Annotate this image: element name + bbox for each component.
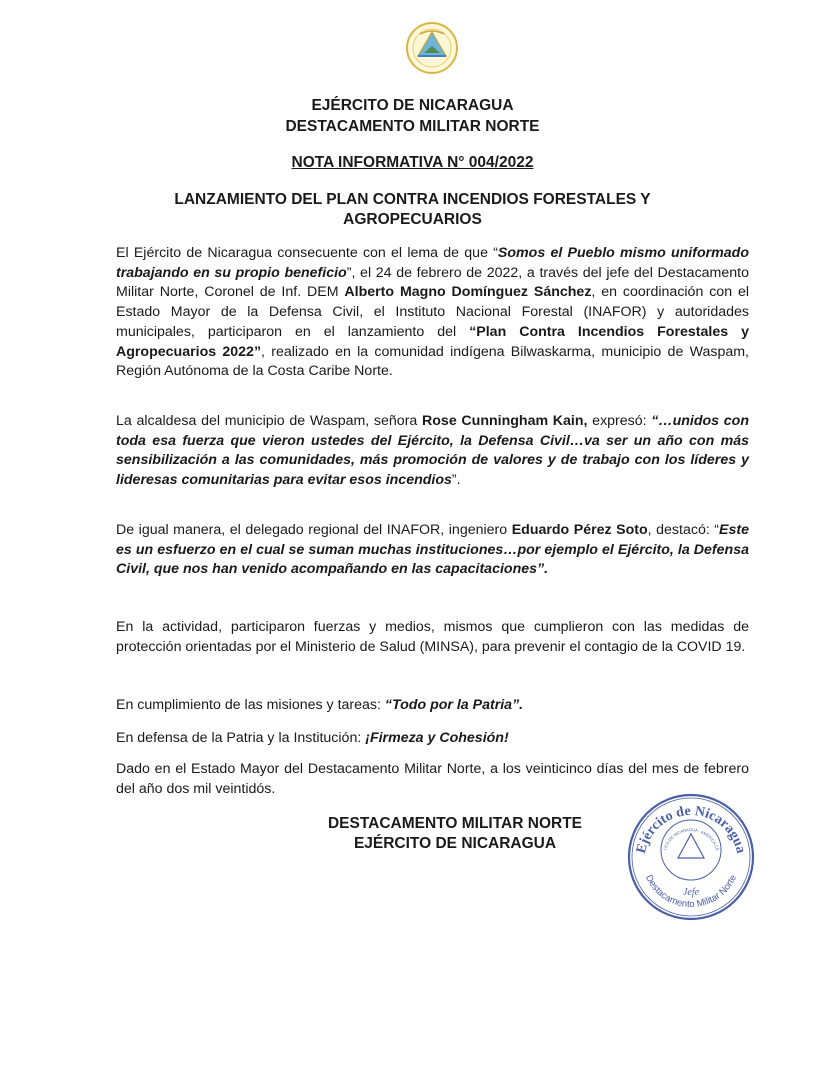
stamp-inner-text: LICA DE NICARAGUA · AMÉRICA CE: [662, 827, 721, 852]
nota-informativa-number: NOTA INFORMATIVA N° 004/2022: [291, 154, 534, 171]
stamp-top-text: Ejército de Nicaragua: [633, 803, 749, 856]
official-stamp: [626, 792, 756, 922]
paragraph-4: En la actividad, participaron fuerzas y medios, mismos que cumplieron con las medidas de protección orientadas por el Ministerio de Salud (MINSA), para prevenir el contagio de la COVID 19.: [116, 619, 749, 655]
paragraph-3: De igual manera, el delegado regional del INAFOR, ingeniero Eduardo Pérez Soto, destacó: “Este es un esfuerzo en el cual se suman muchas instituciones…por ejemplo el Ejército, la Defensa Civil, que nos han venido acompañando en las capacitaciones”.: [116, 522, 749, 578]
paragraph-6: En defensa de la Patria y la Institución: ¡Firmeza y Cohesión!: [116, 730, 509, 746]
paragraph-1: El Ejército de Nicaragua consecuente con el lema de que “Somos el Pueblo mismo uniformado trabajando en su propio beneficio”, el 24 de febrero de 2022, a través del jefe del Destacamento Militar Norte, Coronel de Inf. DEM Alberto Magno Domínguez Sánchez, en coordinación con el Estado Mayor de la Defensa Civil, el Instituto Nacional Forestal (INAFOR) y autoridades municipales, participaron en el lanzamiento del “Plan Contra Incendios Forestales y Agropecuarios 2022”, realizado en la comunidad indígena Bilwaskarma, municipio de Waspam, Región Autónoma de la Costa Caribe Norte.: [116, 245, 750, 380]
paragraph-7: Dado en el Estado Mayor del Destacamento Militar Norte, a los veinticinco días del mes de febrero del año dos mil veintidós.: [116, 761, 749, 797]
paragraph-5: En cumplimiento de las misiones y tareas: “Todo por la Patria”.: [116, 697, 524, 713]
signature-detachment: DESTACAMENTO MILITAR NORTE: [327, 815, 583, 832]
header-army: EJÉRCITO DE NICARAGUA: [311, 97, 514, 114]
stamp-center-text: Jefe: [682, 887, 700, 898]
paragraph-2: La alcaldesa del municipio de Waspam, señora Rose Cunningham Kain, expresó: “…unidos con toda esa fuerza que vieron ustedes del Ejército, la Defensa Civil…va ser un año con más sensibilización a las comunidades, más promoción de valores y de trabajo con los líderes y lideresas comunitarias para evitar esos incendios”.: [116, 413, 749, 489]
stamp-bottom-text: Destacamento Militar Norte: [642, 873, 740, 911]
document-title: LANZAMIENTO DEL PLAN CONTRA INCENDIOS FORESTALES Y AGROPECUARIOS: [174, 191, 651, 228]
header-detachment: DESTACAMENTO MILITAR NORTE: [285, 118, 540, 135]
coat-of-arms-icon: [404, 20, 460, 80]
signature-army: EJÉRCITO DE NICARAGUA: [353, 835, 557, 852]
